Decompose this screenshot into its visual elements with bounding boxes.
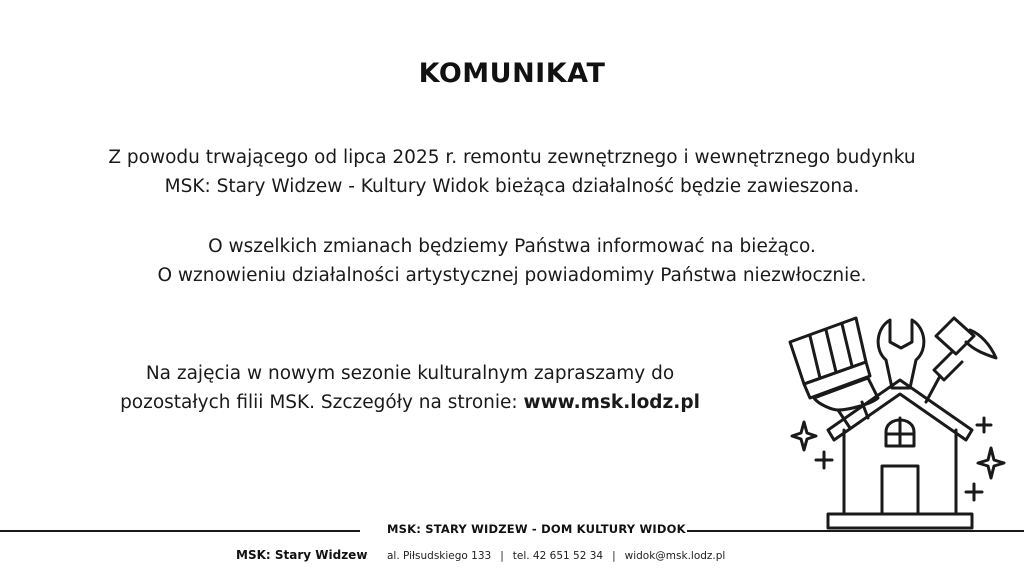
information-notice-line-2: O wznowieniu działalności artystycznej powiadomimy Państwa niezwłocznie. (157, 265, 867, 286)
wrench-icon (878, 320, 924, 388)
footer-logo: MSK: Stary Widzew (236, 548, 368, 562)
information-notice (0, 232, 1024, 290)
renovation-notice-line-1: Z powodu trwającego od lipca 2025 r. remontu zewnętrznego i wewnętrznego budynku (108, 147, 916, 168)
footer-separator: | (500, 550, 504, 562)
footer-email[interactable]: widok@msk.lodz.pl (624, 550, 726, 562)
footer-organization-name: MSK: STARY WIDZEW - DOM KULTURY WIDOK (387, 522, 686, 536)
paint-brush-icon (790, 318, 878, 428)
invitation-notice (60, 359, 760, 417)
invitation-notice-line-1: Na zajęcia w nowym sezonie kulturalnym zapraszamy do (145, 363, 675, 384)
house-icon (828, 380, 972, 528)
footer-divider-right (687, 530, 1024, 532)
invitation-notice-line-2 (60, 388, 760, 417)
invitation-notice-line-2-text: pozostałych filii MSK. Szczegóły na stronie: (120, 392, 524, 413)
information-notice-line-1: O wszelkich zmianach będziemy Państwa informować na bieżąco. (208, 236, 816, 257)
footer-contact (387, 550, 725, 562)
footer-separator: | (612, 550, 616, 562)
page-title: KOMUNIKAT (418, 58, 606, 89)
house-with-tools-icon (776, 306, 1016, 536)
footer-divider-left (0, 530, 360, 532)
footer-address: al. Piłsudskiego 133 (387, 550, 492, 562)
footer-phone[interactable]: tel. 42 651 52 34 (512, 550, 604, 562)
renovation-notice-line-2: MSK: Stary Widzew - Kultury Widok bieżąca działalność będzie zawieszona. (164, 176, 860, 197)
renovation-notice (0, 143, 1024, 201)
website-link[interactable]: www.msk.lodz.pl (523, 392, 700, 413)
hammer-icon (926, 318, 996, 402)
